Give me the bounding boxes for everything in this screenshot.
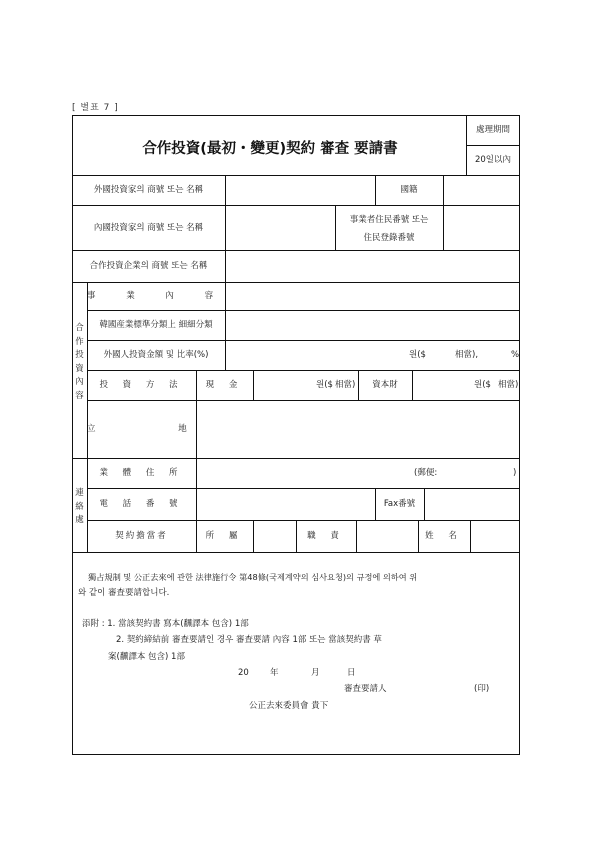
business-content-label: 事 業 內 容: [87, 291, 228, 301]
person-name-label: 姓 名: [425, 531, 463, 541]
foreign-investment-percent: %: [511, 350, 520, 360]
cash-equiv: 相當): [335, 380, 356, 390]
date-year: 年: [270, 668, 279, 678]
company-address-field[interactable]: [198, 461, 410, 485]
cash-won: 원($: [316, 380, 333, 390]
investment-method-label: 投 資 方 法: [99, 380, 184, 390]
foreign-investment-amount-label: 外國人投資金額 및 比率(%): [103, 350, 209, 360]
joint-company-name-field[interactable]: [227, 253, 518, 280]
vrule-fax-r: [424, 488, 425, 520]
contact-section-label: 連 絡 處: [75, 488, 84, 525]
date-year-prefix: 20: [238, 668, 249, 678]
rule-inv-4: [87, 400, 520, 401]
rule-row3-top: [72, 250, 520, 251]
vrule-label-r1: [225, 175, 226, 282]
fax-number-label: Fax番號: [383, 499, 416, 509]
declaration-line-1: 獨占規制 및 公正去來에 관한 法律施行令 第48條(국제계약의 심사요청)의 규정에 의하여 위: [88, 572, 418, 582]
vrule-cash-l: [253, 370, 254, 400]
rule-contact-top: [72, 458, 520, 459]
postal-code-close: ): [513, 468, 517, 478]
rule-row2-top: [72, 205, 520, 206]
attachment-2a: 2. 契約締結前 審査要請인 경우 審査要請 內容 1部 또는 當該契約書 草: [116, 635, 382, 645]
business-content-field[interactable]: [227, 285, 518, 308]
rule-inv-1: [87, 310, 520, 311]
vrule-name-r: [470, 520, 471, 552]
vrule-dept-l: [253, 520, 254, 552]
vrule-pos-r: [356, 520, 357, 552]
capital-equiv: 相當): [498, 380, 519, 390]
company-address-label: 業 體 住 所: [99, 468, 184, 478]
department-label: 所 屬: [205, 531, 244, 541]
person-name-field[interactable]: [472, 523, 518, 550]
domestic-investor-name-label: 內國投資家의 商號 또는 名稱: [93, 223, 204, 233]
location-label: 立 地: [87, 424, 227, 434]
rule-row4-top: [72, 282, 520, 283]
business-reg-number-field[interactable]: [445, 208, 518, 248]
industry-classification-label: 韓國産業標準分類上 細細分類: [99, 320, 213, 330]
position-field[interactable]: [358, 523, 416, 550]
vrule-capital-r: [412, 370, 413, 400]
fax-number-field[interactable]: [426, 491, 518, 517]
department-field[interactable]: [255, 523, 294, 550]
nationality-field[interactable]: [445, 178, 518, 202]
processing-period-label: 處理期間: [475, 125, 510, 135]
processing-period-value: 20일以內: [474, 155, 512, 165]
foreign-investor-name-field[interactable]: [227, 178, 373, 202]
rule-contact-2: [87, 520, 520, 521]
rule-body-top: [72, 552, 520, 553]
position-label: 職 責: [307, 531, 345, 541]
form-title: 合作投資(最初・變更)契約 審査 要請書: [142, 141, 398, 157]
contract-manager-label: 契約擔當者: [115, 531, 168, 541]
phone-number-field[interactable]: [198, 491, 373, 517]
nationality-label: 國籍: [400, 185, 418, 195]
business-reg-number-label-2: 住民登錄番號: [363, 233, 415, 243]
foreign-investor-name-label: 外國投資家의 商號 또는 名稱: [93, 185, 204, 195]
rule-inv-2: [87, 340, 520, 341]
foreign-investment-won: 원($: [409, 350, 426, 360]
domestic-investor-name-field[interactable]: [227, 208, 333, 248]
foreign-investment-equiv: 相當),: [455, 350, 479, 360]
attachment-2b: 案(飜譯本 包含) 1部: [108, 652, 185, 662]
industry-classification-field[interactable]: [227, 313, 518, 338]
location-field[interactable]: [198, 403, 518, 456]
addressee: 公正去來委員會 貴下: [249, 701, 329, 711]
form-label: [ 별표 7 ]: [72, 103, 119, 113]
investment-section-label: 合 作 投 資 內 容: [75, 323, 84, 401]
date-month: 月: [311, 668, 320, 678]
postal-code-open: (郵便:: [414, 468, 438, 478]
date-day: 日: [347, 668, 356, 678]
rule-title-bottom: [72, 175, 520, 176]
applicant-label: 審査要請人: [344, 684, 387, 694]
capital-won: 원($: [474, 380, 491, 390]
rule-inv-3: [87, 370, 520, 371]
phone-number-label: 電 話 番 號: [99, 499, 184, 509]
attachment-1: 添附 : 1. 當該契約書 寫本(飜譯本 包含) 1部: [82, 619, 249, 629]
declaration-line-2: 와 같이 審査要請합니다.: [78, 588, 170, 598]
cash-label: 現 金: [205, 380, 244, 390]
joint-company-name-label: 合作投資企業의 商號 또는 名稱: [89, 261, 208, 271]
capital-goods-label: 資本財: [372, 380, 398, 390]
applicant-seal: (印): [474, 684, 490, 694]
business-reg-number-label-1: 事業者住民番號 또는: [349, 215, 429, 225]
vrule-nation-r: [443, 175, 444, 250]
rule-contact-1: [87, 488, 520, 489]
rule-processing-mid: [466, 145, 520, 146]
